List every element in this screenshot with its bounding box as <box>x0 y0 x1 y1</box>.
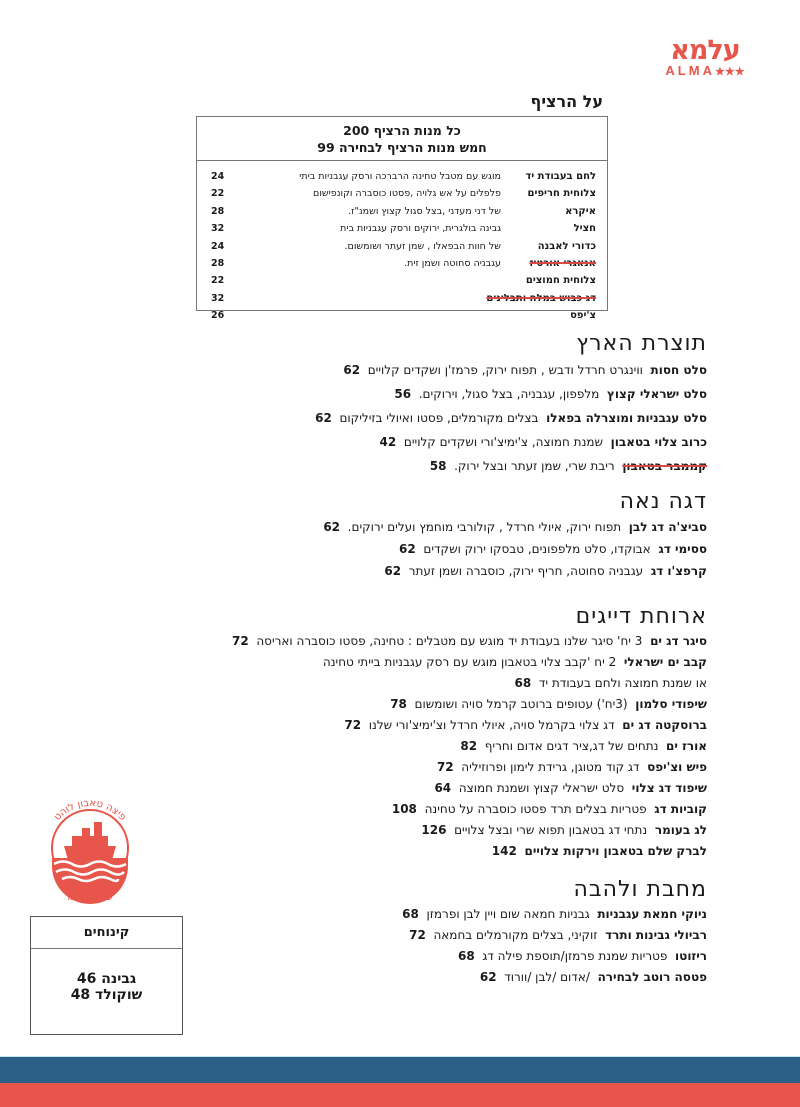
svg-text:פיצה טאבון לוהט: פיצה טאבון לוהט <box>52 797 129 824</box>
menu-item-desc: ווינגרט חרדל ודבש , תפוח ירוק, פרמז'ן ושקדים קלויים <box>367 363 643 377</box>
menu-item-price: 62 <box>343 363 361 377</box>
menu-item-desc: או שמנת חמוצה ולחם בעבודת יד <box>538 676 707 690</box>
menu-item-price: 72 <box>344 718 362 732</box>
counter-list <box>197 161 607 325</box>
dessert-item-cheese: גבינה 46 <box>76 971 137 987</box>
menu-item-name: סלט ישראלי קצוץ <box>606 387 707 401</box>
counter-item <box>197 185 607 202</box>
counter-item <box>197 220 607 237</box>
menu-item-price: 72 <box>409 928 426 942</box>
menu-item-price: 62 <box>384 564 402 578</box>
menu-item-price: 126 <box>421 823 447 837</box>
menu-item <box>232 841 707 862</box>
menu-item-name: סלט עגבניות ומוצרלה בפאלו <box>546 411 707 425</box>
menu-item-price: 58 <box>429 459 447 473</box>
menu-item-desc: פטריות שמנת פרמזן/תוספת פילה דג <box>482 949 668 963</box>
counter-box <box>196 116 608 322</box>
menu-item <box>323 538 707 560</box>
counter-item-price: 32 <box>211 223 225 235</box>
menu-item-desc: זוקיני, בצלים מקורמלים בחמאה <box>433 928 598 942</box>
menu-item <box>232 799 707 820</box>
menu-item-name: ריזוטו <box>675 949 707 963</box>
menu-item-desc: 3 יח' סיגר שלנו בעבודת יד מוגש עם מטבלים : טחינה, פסטו כוסברה ואריסה <box>256 634 643 648</box>
counter-item-price: 24 <box>211 171 225 182</box>
menu-item-price: 68 <box>514 676 532 690</box>
menu-item-price: 62 <box>315 411 332 425</box>
menu-item-desc: דג קוד מטוגן, גרידת לימון ופרוזיליה <box>461 760 640 774</box>
menu-item-desc: סלט ישראלי קצוץ ושמנת חמוצה <box>458 781 625 795</box>
menu-item-price: 62 <box>479 970 497 984</box>
menu-item-desc: שמנת חמוצה, צ'ימיצ'ורי ושקדים קלויים <box>403 435 604 449</box>
desserts-title: קינוחים <box>31 917 182 949</box>
counter-item-price: 32 <box>211 292 225 304</box>
alma-logo <box>655 35 755 79</box>
menu-item-price: 68 <box>458 949 475 963</box>
pizza-stamp <box>30 786 150 906</box>
menu-item-price: 68 <box>402 907 419 921</box>
menu-item <box>232 652 707 673</box>
menu-item <box>232 820 707 841</box>
menu-item-price: 82 <box>460 739 478 753</box>
menu-item <box>323 516 707 538</box>
menu-item <box>315 430 707 454</box>
menu-item-name: סלט חסות <box>650 363 707 377</box>
counter-item-desc: מוגש עם מטבל טחינה הרברכה ורסק עגבניות ביתי <box>299 171 501 182</box>
menu-section <box>402 876 707 988</box>
logo-english-text: ALMA <box>665 63 715 78</box>
counter-item-desc: של דני מעדני ,בצל סגול קצוץ ושמנ"ז. <box>348 205 501 217</box>
counter-item-price: 26 <box>211 310 225 322</box>
menu-item <box>323 560 707 582</box>
menu-item-desc: 2 יח 'קבב צלוי בטאבון מוגש עם רסק עגבניות בייתי טחינה <box>322 655 617 669</box>
menu-item-desc: בצלים מקורמלים, פסטו ואיולי בזיליקום <box>339 411 539 425</box>
counter-item-name: אנאגרי אורטיז <box>529 257 596 269</box>
menu-item-desc: ריבת שרי, שמן זעתר ובצל ירוק. <box>454 459 615 473</box>
counter-item-name: לחם בעבודת יד <box>525 171 596 182</box>
menu-item-desc: (3יח') עטופים ברוטב קרמל סויה ושומשום <box>414 697 628 711</box>
menu-section <box>315 330 707 478</box>
counter-box-header <box>197 117 607 161</box>
counter-item-name: צ'יפס <box>570 310 596 322</box>
menu-section <box>232 603 707 862</box>
desserts-list <box>31 949 182 1003</box>
counter-item-name: צלוחית חמוצים <box>525 275 596 287</box>
menu-item-desc: אבוקדו, סלט מלפפונים, טבסקו ירוק ושקדים <box>423 542 651 556</box>
menu-item <box>402 925 707 946</box>
desserts-box <box>30 916 183 1035</box>
counter-item <box>197 203 607 220</box>
menu-item <box>315 454 707 478</box>
counter-item-desc: גבינה בולגרית, ירוקים ורסק עגבניות בית <box>340 223 501 235</box>
counter-item <box>197 272 607 289</box>
menu-item-price: 42 <box>379 435 397 449</box>
counter-item-name: איקרא <box>565 205 596 217</box>
menu-item-price: 142 <box>491 844 517 858</box>
footer-stripe-blue <box>0 1057 800 1083</box>
counter-item-desc: עגבניה סחוטה ושמן זית. <box>404 257 501 269</box>
counter-item-price: 22 <box>211 275 225 287</box>
menu-item-desc: עגבניה סחוטה, חריף ירוק, כוסברה ושמן זעתר <box>408 564 644 578</box>
menu-item-price: 62 <box>323 520 341 534</box>
menu-item-name: קממבר בטאבון <box>622 459 707 473</box>
counter-item <box>197 168 607 185</box>
counter-item-name: צלוחית חריפים <box>527 188 596 200</box>
menu-item-name: ססימי דג <box>658 542 707 556</box>
counter-price-five: חמש מנות הרציף לבחירה 99 <box>317 140 487 155</box>
menu-item-name: קבב ים ישראלי <box>623 655 707 669</box>
counter-item-name: חציל <box>573 223 596 235</box>
menu-item-name: ברוסקטה דג ים <box>622 718 707 732</box>
menu-item-desc: מלפפון, עגבניה, בצל סגול, וירוקים. <box>418 387 600 401</box>
menu-item-name: סביצ'ה דג לבן <box>628 520 707 534</box>
menu-item-desc: נתחי דג בטאבון תפוא שרי ובצל צלויים <box>454 823 648 837</box>
menu-item-price: 62 <box>399 542 416 556</box>
menu-item-name: כרוב צלוי בטאבון <box>610 435 707 449</box>
counter-item-desc: של חוות הבפאלו , שמן זעתר ושומשום. <box>344 240 501 252</box>
menu-item-name: שיפוד דג צלוי <box>631 781 707 795</box>
menu-item-name: פיש וצ'יפס <box>647 760 707 774</box>
menu-item-price: 72 <box>231 634 249 648</box>
menu-item-name: לברק שלם בטאבון וירקות צלויים <box>524 844 707 858</box>
menu-item-price: 56 <box>394 387 412 401</box>
logo-hebrew: עלמא <box>670 35 740 66</box>
menu-item <box>315 406 707 430</box>
menu-item-desc: תפוח ירוק, איולי חרדל , קולורבי מוחמץ ועלים ירוקים. <box>347 520 622 534</box>
counter-item-desc: פלפלים על אש גלויה ,פסטו כוסברה וקונפישום <box>313 188 501 200</box>
menu-item-desc: /אדום /לבן /וורוד <box>504 970 590 984</box>
menu-item-desc: גבניות חמאה שום ויין לבן ופרמזן <box>426 907 590 921</box>
dessert-item-chocolate: שוקולד 48 <box>70 987 143 1003</box>
menu-item <box>232 778 707 799</box>
counter-price-all: כל מנות הרציף 200 <box>343 123 461 138</box>
counter-item <box>197 238 607 255</box>
menu-item-price: 72 <box>436 760 454 774</box>
counter-item-price: 28 <box>211 257 225 269</box>
menu-item <box>402 904 707 925</box>
menu-item <box>232 694 707 715</box>
counter-item <box>197 255 607 272</box>
menu-item <box>315 382 707 406</box>
section-title: תוצרת הארץ <box>576 331 707 356</box>
menu-item-name: קוביות דג <box>654 802 707 816</box>
menu-item <box>232 736 707 757</box>
menu-item <box>402 967 707 988</box>
menu-item-price: 108 <box>391 802 417 816</box>
menu-item-price: 78 <box>390 697 407 711</box>
counter-item-price: 24 <box>211 240 225 252</box>
footer-stripe-red <box>0 1083 800 1107</box>
counter-section-title: על הרציף <box>530 92 603 111</box>
counter-item-price: 28 <box>211 205 225 217</box>
ship-stamp-icon <box>30 786 150 906</box>
menu-item <box>232 757 707 778</box>
menu-item <box>402 946 707 967</box>
logo-english <box>655 64 755 79</box>
star-icons: ★★★ <box>714 66 745 78</box>
menu-item-name: קרפצ'ו דג <box>650 564 707 578</box>
menu-item-desc: פטריות בצלים תרד פסטו כוסברה על טחינה <box>424 802 647 816</box>
menu-item <box>315 358 707 382</box>
section-title: ארוחת דייגים <box>575 604 707 629</box>
menu-item <box>232 631 707 652</box>
menu-item-name: אורז ים <box>666 739 707 753</box>
menu-item-desc: דג צלוי בקרמל סויה, איולי חרדל וצ'ימיצ'ורי שלנו <box>368 718 615 732</box>
menu-item-name: לג בעומר <box>654 823 707 837</box>
counter-item-name: כדורי לאבנה <box>537 240 596 252</box>
section-title: דגה נאה <box>619 489 707 514</box>
menu-section <box>323 488 707 582</box>
counter-item <box>197 290 607 307</box>
menu-item-name: פטסה רוטב לבחירה <box>597 970 707 984</box>
counter-item <box>197 307 607 324</box>
section-title: מחבת ולהבה <box>573 877 707 902</box>
menu-item-name: שיפודי סלמון <box>635 697 707 711</box>
counter-item-price: 22 <box>211 188 225 200</box>
menu-item <box>232 673 707 694</box>
svg-text:שאל אותנו: שאל אותנו <box>67 892 113 903</box>
menu-item <box>232 715 707 736</box>
menu-item-name: ניוקי חמאת עגבניות <box>597 907 707 921</box>
menu-item-price: 64 <box>434 781 452 795</box>
menu-item-name: סיגר דג ים <box>650 634 707 648</box>
menu-item-desc: נתחים של דג,ציר דגים אדום וחריף <box>484 739 659 753</box>
menu-item-name: רביולי גבינות ותרד <box>605 928 707 942</box>
counter-item-name: דג כבוש במלח ותבלינים <box>486 292 596 304</box>
